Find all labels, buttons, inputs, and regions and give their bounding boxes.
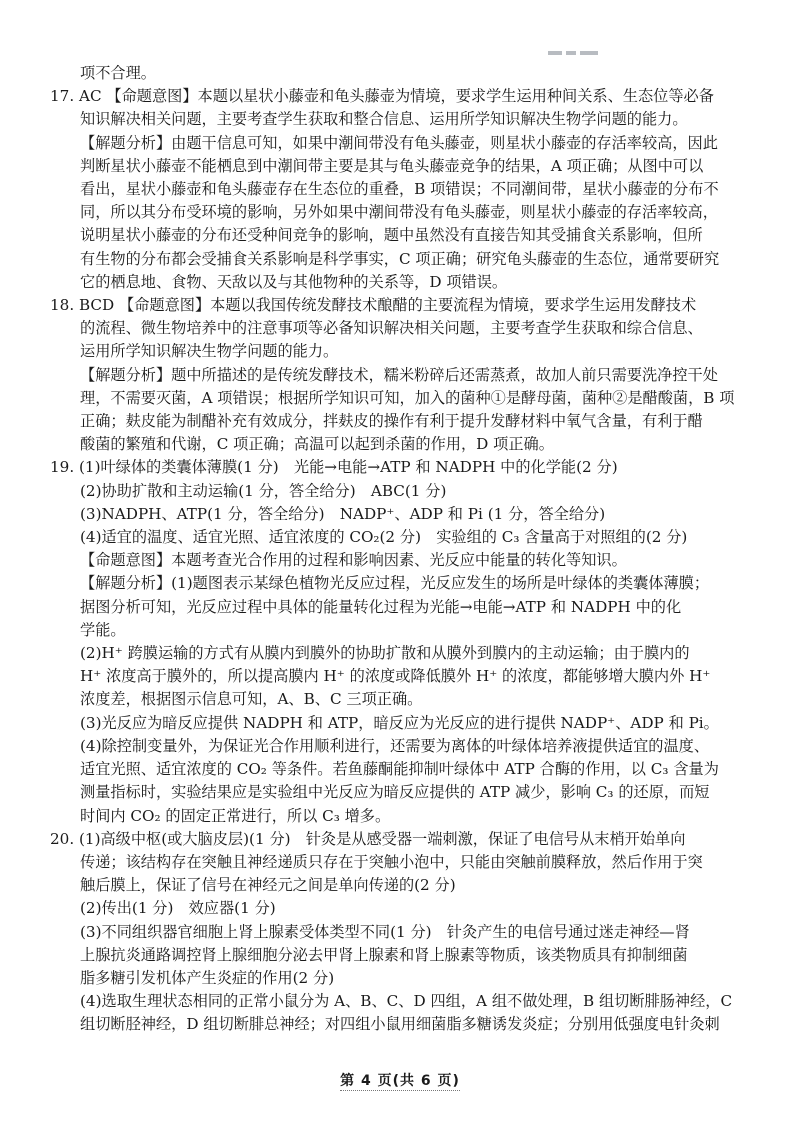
text-line: (2)协助扩散和主动运输(1 分，答全给分) ABC(1 分) [80, 481, 447, 500]
text-line: 学能。 [80, 620, 126, 639]
text-line: 项不合理。 [80, 64, 156, 82]
text-line: 理，不需要灭菌，A 项错误；根据所学知识可知，加入的菌种①是酵母菌，菌种②是醋酸菌，B 项 [80, 388, 735, 407]
text-line: (3)不同组织器官细胞上肾上腺素受体类型不同(1 分) 针灸产生的电信号通过迷走神经—肾 [80, 922, 690, 941]
text-line: 传递；该结构存在突触且神经递质只存在于突触小泡中，只能由突触前膜释放，然后作用于突 [80, 852, 703, 871]
analysis-line: 【解题分析】题中所描述的是传统发酵技术，糯米粉碎后还需蒸煮，故加人前只需要洗净控干处 [80, 365, 718, 384]
text-line: 同，所以其分布受环境的影响，另外如果中潮间带没有龟头藤壶，则星状小藤壶的存活率较高， [80, 203, 718, 222]
analysis-line: 【解题分析】由题干信息可知，如果中潮间带没有龟头藤壶，则星状小藤壶的存活率较高，因此 [80, 133, 718, 152]
text-line: (2)H⁺ 跨膜运输的方式有从膜内到膜外的协助扩散和从膜外到膜内的主动运输；由于膜内的 [80, 644, 690, 663]
text-line: 它的栖息地、食物、天敌以及与其他物种的关系等，D 项错误。 [80, 272, 508, 291]
text-line: 适宜光照、适宜浓度的 CO₂ 等条件。若鱼藤酮能抑制叶绿体中 ATP 合酶的作用，以 C₃ 含量为 [80, 760, 719, 779]
text-line: 酸菌的繁殖和代谢，C 项正确；高温可以起到杀菌的作用，D 项正确。 [80, 435, 554, 454]
text-line: 触后膜上，保证了信号在神经元之间是单向传递的(2 分) [80, 876, 456, 895]
text-line: (3)NADPH、ATP(1 分，答全给分) NADP⁺、ADP 和 Pi (1 分，答全给分) [80, 504, 606, 523]
question-17-head: 17. AC 【命题意图】本题以星状小藤壶和龟头藤壶为情境，要求学生运用种间关系、生态位等必备 [50, 87, 714, 106]
question-20-head: 20. (1)高级中枢(或大脑皮层)(1 分) 针灸是从感受器一端刺激，保证了电信号从末梢开始单向 [50, 829, 686, 848]
question-18-head: 18. BCD 【命题意图】本题以我国传统发酵技术酿醋的主要流程为情境，要求学生运用发酵技术 [50, 296, 697, 315]
page-number: 第 4 页(共 6 页) [340, 1073, 460, 1089]
scan-artifact [548, 42, 608, 52]
text-line: 的流程、微生物培养中的注意事项等必备知识解决相关问题，主要考查学生获取和综合信息、 [80, 319, 703, 338]
text-line: 测量指标时，实验结果应是实验组中光反应为暗反应提供的 ATP 减少，影响 C₃ 的还原，而短 [80, 783, 710, 802]
text-line: 说明星状小藤壶的分布还受种间竞争的影响，题中虽然没有直接告知其受捕食关系影响，但所 [80, 226, 703, 245]
text-line: 上腺抗炎通路调控肾上腺细胞分泌去甲肾上腺素和肾上腺素等物质，该类物质具有抑制细菌 [80, 945, 688, 964]
text-line: 据图分析可知，光反应过程中具体的能量转化过程为光能→电能→ATP 和 NADPH 中的化 [80, 597, 682, 616]
text-line: 时间内 CO₂ 的固定正常进行，所以 C₃ 增多。 [80, 806, 391, 825]
answer-content [50, 62, 746, 1037]
text-line: (3)光反应为暗反应提供 NADPH 和 ATP，暗反应为光反应的进行提供 NADP⁺、ADP 和 Pi。 [80, 713, 719, 732]
text-line: 正确；麸皮能为制醋补充有效成分，拌麸皮的操作有利于提升发酵材料中氧气含量，有利于醋 [80, 412, 703, 431]
page-footer [0, 1070, 800, 1090]
question-19-head: 19. (1)叶绿体的类囊体薄膜(1 分) 光能→电能→ATP 和 NADPH 中的化学能(2 分) [50, 458, 618, 477]
intent-line: 【命题意图】本题考查光合作用的过程和影响因素、光反应中能量的转化等知识。 [80, 551, 627, 570]
analysis-line: 【解题分析】(1)题图表示某绿色植物光反应过程，光反应发生的场所是叶绿体的类囊体薄膜； [80, 574, 710, 593]
text-line: 脂多糖引发机体产生炎症的作用(2 分) [80, 968, 335, 987]
text-line: 知识解决相关问题，主要考查学生获取和整合信息、运用所学知识解决生物学问题的能力。 [80, 110, 688, 129]
text-line: (4)除控制变量外，为保证光合作用顺利进行，还需要为离体的叶绿体培养液提供适宜的温度、 [80, 736, 710, 755]
text-line: (4)适宜的温度、适宜光照、适宜浓度的 CO₂(2 分) 实验组的 C₃ 含量高于对照组的(2 分) [80, 528, 688, 547]
text-line: 运用所学知识解决生物学问题的能力。 [80, 342, 339, 361]
text-line: (4)选取生理状态相同的正常小鼠分为 A、B、C、D 四组，A 组不做处理，B 组切断腓肠神经，C [80, 992, 733, 1011]
text-line: 浓度差，根据图示信息可知，A、B、C 三项正确。 [80, 690, 423, 709]
text-line: 看出，星状小藤壶和龟头藤壶存在生态位的重叠，B 项错误；不同潮间带，星状小藤壶的分布不 [80, 180, 719, 199]
text-line: (2)传出(1 分) 效应器(1 分) [80, 899, 276, 918]
text-line: 有生物的分布都会受捕食关系影响是科学事实，C 项正确；研究龟头藤壶的生态位，通常要研究 [80, 249, 720, 268]
text-line: 判断星状小藤壶不能栖息到中潮间带主要是其与龟头藤壶竞争的结果，A 项正确；从图中可以 [80, 156, 704, 175]
text-line: 组切断胫神经，D 组切断腓总神经；对四组小鼠用细菌脂多糖诱发炎症；分别用低强度电针灸刺 [80, 1015, 720, 1034]
text-line: H⁺ 浓度高于膜外的，所以提高膜内 H⁺ 的浓度或降低膜外 H⁺ 的浓度，都能够增大膜内外 H⁺ [80, 667, 711, 686]
